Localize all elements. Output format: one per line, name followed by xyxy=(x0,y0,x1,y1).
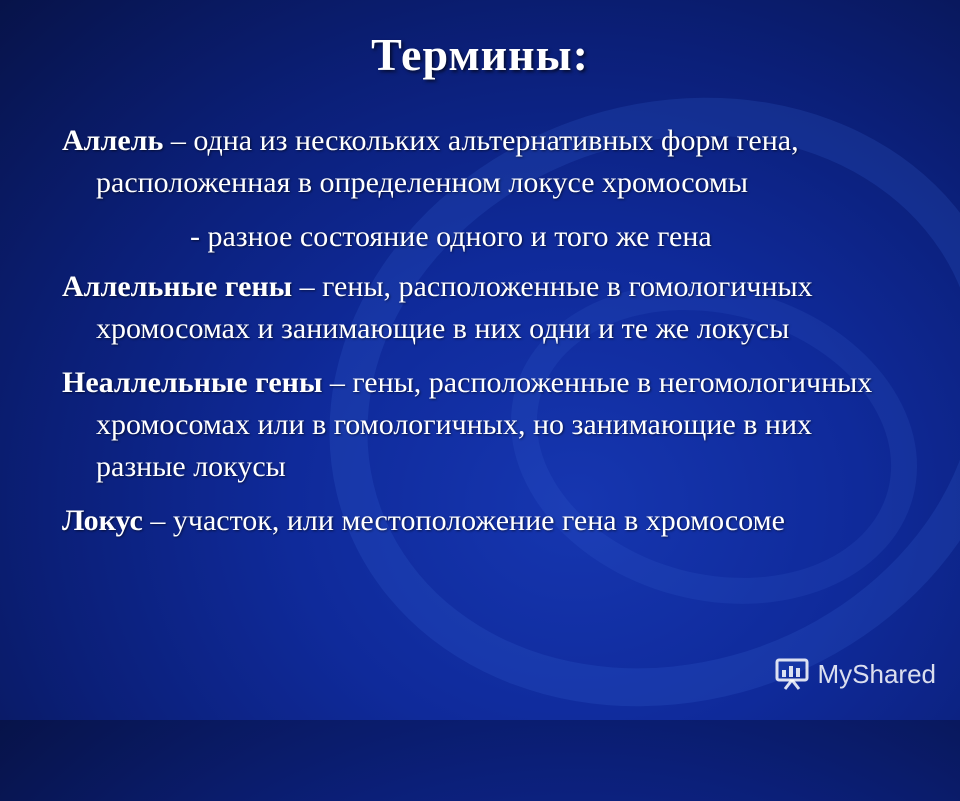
slide-content xyxy=(62,120,902,554)
definition-nonallelic-genes xyxy=(62,362,902,488)
definition-text: – гены, расположенные в гомологичных хромосомах и занимающие в них одни и те же локусы xyxy=(96,270,813,345)
term-label: Аллельные гены xyxy=(62,270,293,303)
term-label: Неаллельные гены xyxy=(62,366,323,399)
term-label: Аллель xyxy=(62,124,164,157)
watermark-logo[interactable] xyxy=(774,652,937,696)
watermark-text: MyShared xyxy=(817,658,936,689)
definition-allelic-genes xyxy=(62,266,902,350)
definition-allele xyxy=(62,120,902,204)
definition-allele-extra xyxy=(62,216,902,258)
definition-text: – гены, расположенные в негомологичных хромосомах или в гомологичных, но занимающие в них разные локусы xyxy=(96,366,873,483)
definition-text: – участок, или местоположение гена в хромосоме xyxy=(142,504,785,537)
definition-text: – одна из нескольких альтернативных форм гена, расположенная в определенном локусе хромосомы xyxy=(96,124,799,199)
term-label: Локус xyxy=(62,504,143,537)
slide-title: Термины: xyxy=(371,29,589,80)
presentation-board-icon xyxy=(774,656,810,692)
definition-extra-text: - разное состояние одного и того же гена xyxy=(190,220,712,253)
definition-locus xyxy=(62,500,902,542)
